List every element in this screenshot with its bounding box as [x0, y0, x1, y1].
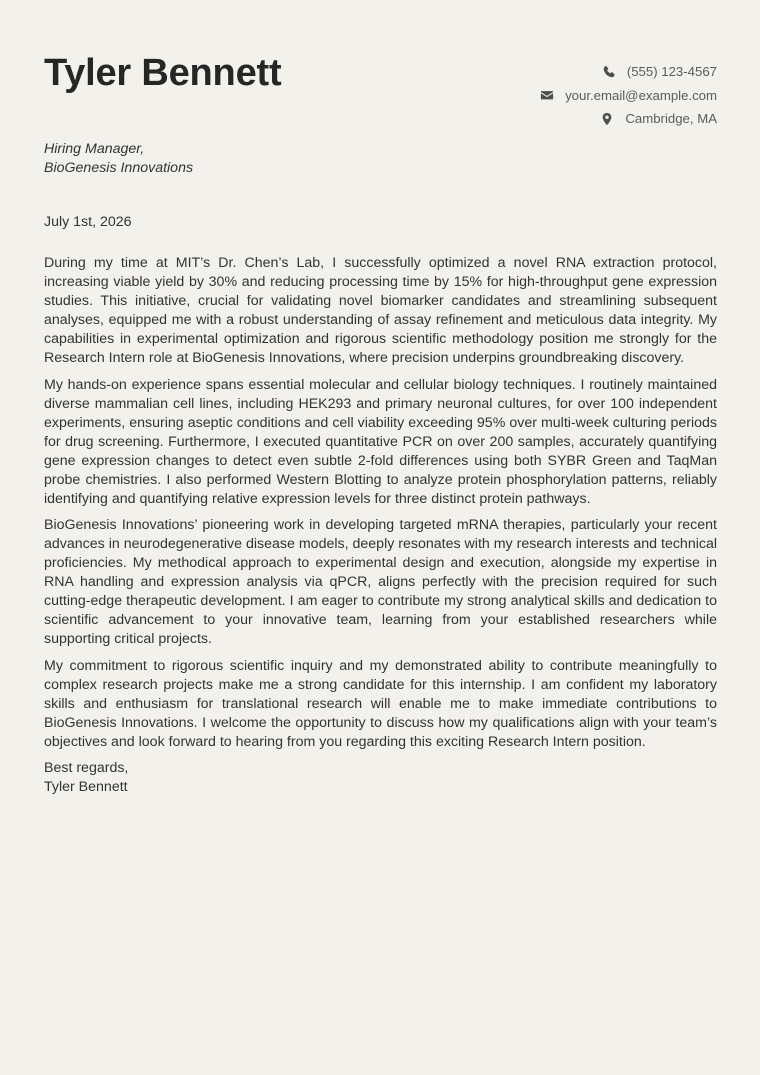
email-text: your.email@example.com — [565, 87, 717, 103]
contact-email — [540, 84, 717, 108]
sender-name: Tyler Bennett — [44, 52, 282, 94]
location-pin-icon — [600, 112, 614, 126]
body-paragraph: BioGenesis Innovations’ pioneering work in developing targeted mRNA therapies, particularly your recent advances in neurodegenerative disease models, deeply resonates with my research interests and technical proficiencies. My methodical approach to experimental design and execution, alongside my expertise in RNA handling and expression analysis via qPCR, aligns perfectly with the precision required for such cutting-edge therapeutic development. I am eager to contribute my strong analytical skills and dedication to scientific advancement to your innovative team, learning from your established researchers while supporting critical projects. — [44, 517, 717, 647]
recipient-title: Hiring Manager, — [44, 141, 145, 157]
contact-block — [540, 60, 717, 131]
contact-location — [540, 107, 717, 131]
recipient-company: BioGenesis Innovations — [44, 160, 194, 176]
location-text: Cambridge, MA — [625, 111, 717, 127]
closing-block — [44, 759, 717, 797]
contact-phone — [540, 60, 717, 84]
closing-salutation: Best regards, — [44, 760, 129, 776]
body-paragraph: During my time at MIT’s Dr. Chen’s Lab, I successfully optimized a novel RNA extraction protocol, increasing viable yield by 30% and reducing processing time by 15% for high-throughput gene expression studies. This initiative, crucial for validating novel biomarker candidates and streamlining subsequent analyses, equipped me with a robust understanding of assay refinement and meticulous data integrity. My capabilities in experimental optimization and rigorous scientific methodology position me strongly for the Research Intern role at BioGenesis Innovations, where precision underpins groundbreaking discovery. — [44, 255, 717, 366]
body-paragraph: My hands-on experience spans essential molecular and cellular biology techniques. I routinely maintained diverse mammalian cell lines, including HEK293 and primary neuronal cultures, for over 100 independent experiments, ensuring aseptic conditions and cell viability exceeding 95% over multi-week culturing periods for drug screening. Furthermore, I executed quantitative PCR on over 200 samples, accurately quantifying gene expression changes to detect even subtle 2-fold differences using both SYBR Green and TaqMan probe chemistries. I also performed Western Blotting to analyze protein phosphorylation patterns, reliably identifying and quantifying relative expression levels for three distinct protein pathways. — [44, 376, 717, 507]
recipient-block — [44, 140, 193, 178]
closing-signature: Tyler Bennett — [44, 779, 128, 795]
body-paragraph: My commitment to rigorous scientific inquiry and my demonstrated ability to contribute meaningfully to complex research projects make me a strong candidate for this internship. I am confident my laboratory skills and enthusiasm for translational research will enable me to make immediate contributions to BioGenesis Innovations. I welcome the opportunity to discuss how my qualifications align with your team’s objectives and look forward to hearing from you regarding this exciting Research Intern position. — [44, 657, 717, 750]
letter-body — [44, 254, 717, 797]
letter-page — [44, 0, 717, 1075]
phone-text: (555) 123-4567 — [626, 64, 717, 80]
envelope-icon — [540, 88, 554, 102]
phone-icon — [602, 65, 616, 79]
letter-date: July 1st, 2026 — [44, 214, 132, 230]
